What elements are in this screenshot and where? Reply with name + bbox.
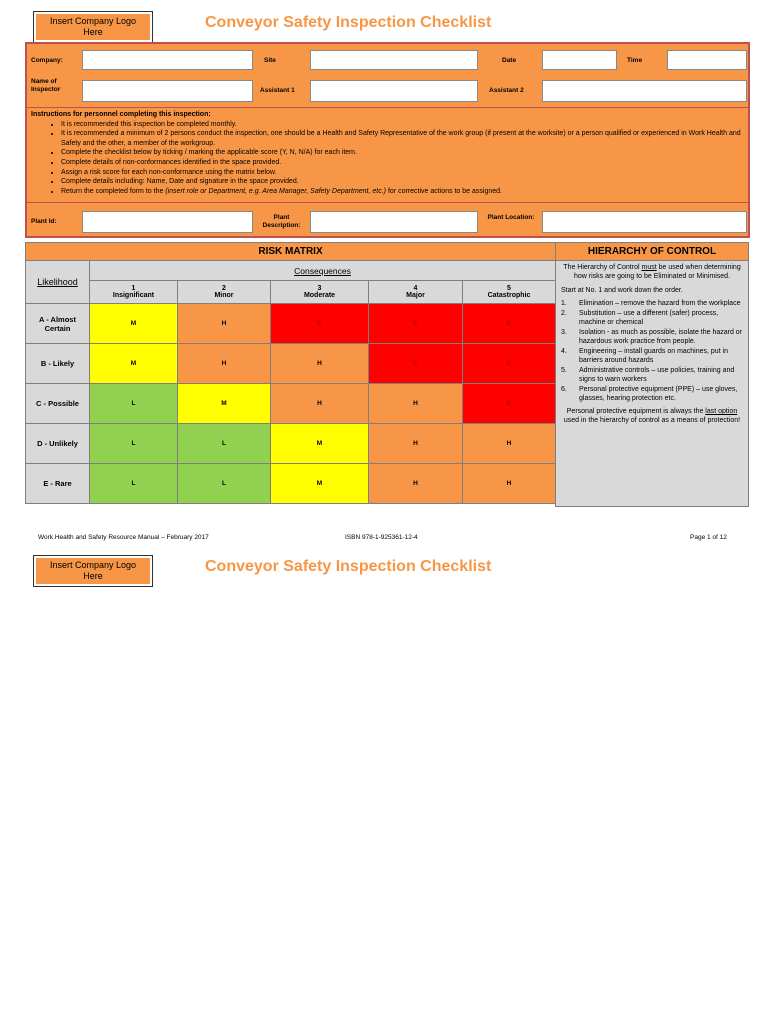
likelihood-label: D - Unlikely	[26, 424, 90, 464]
consequence-header: 3 Moderate	[271, 281, 369, 304]
risk-cell: M	[271, 424, 369, 464]
instruction-item: • Complete details of non-conformances identified in the space provided.	[61, 158, 748, 168]
instruction-item: • It is recommended this inspection be completed monthly.	[61, 120, 748, 130]
risk-cell: M	[271, 464, 369, 504]
instructions-box	[27, 107, 748, 203]
instructions-heading: Instructions for personnel completing this inspection:	[31, 111, 211, 118]
assistant1-field[interactable]	[310, 80, 478, 102]
logo-text: Insert Company Logo Here	[36, 14, 150, 40]
risk-cell: E	[369, 344, 463, 384]
date-label: Date	[502, 57, 517, 64]
assistant2-label: Assistant 2	[489, 87, 524, 94]
risk-cell: L	[178, 464, 271, 504]
risk-cell: H	[271, 384, 369, 424]
footer-isbn: ISBN 978-1-925361-12-4	[345, 534, 418, 541]
risk-cell: L	[178, 424, 271, 464]
company-logo-placeholder-2	[33, 555, 153, 587]
risk-cell: H	[369, 464, 463, 504]
site-field[interactable]	[310, 50, 478, 70]
instructions	[31, 110, 748, 196]
assistant2-field[interactable]	[542, 80, 747, 102]
page-title-2: Conveyor Safety Inspection Checklist	[205, 558, 492, 575]
risk-matrix-title: RISK MATRIX	[26, 243, 556, 261]
inspector-field[interactable]	[82, 80, 253, 102]
hierarchy-item: 4. Engineering – install guards on machines, put in barriers around hazards	[561, 348, 729, 364]
date-field[interactable]	[542, 50, 617, 70]
hierarchy-item: 6. Personal protective equipment (PPE) – use gloves, glasses, hearing protection etc.	[561, 386, 738, 402]
instructions-list	[31, 120, 748, 197]
risk-cell: H	[271, 344, 369, 384]
likelihood-header: Likelihood	[26, 261, 90, 304]
risk-row	[26, 344, 556, 384]
instruction-item: • It is recommended a minimum of 2 persons conduct the inspection, one should be a Health and Safety Representative of the work group (if present at the worksite) or a person qualified or experienced in Work Health and Safety and the other, a member of the workgroup.	[61, 129, 748, 148]
hierarchy-title: HIERARCHY OF CONTROL	[556, 243, 748, 261]
likelihood-label: C - Possible	[26, 384, 90, 424]
risk-cell: H	[178, 304, 271, 344]
footer-left: Work Health and Safety Resource Manual – February 2017	[38, 534, 209, 541]
likelihood-label: B - Likely	[26, 344, 90, 384]
plant-id-field[interactable]	[82, 211, 253, 233]
likelihood-label: E - Rare	[26, 464, 90, 504]
consequence-row	[26, 281, 556, 304]
risk-cell: H	[369, 424, 463, 464]
risk-cell: L	[90, 424, 178, 464]
risk-cell: E	[463, 344, 556, 384]
risk-row	[26, 384, 556, 424]
risk-cell: M	[90, 344, 178, 384]
hierarchy-item: 3. Isolation - as much as possible, isolate the hazard or hazardous work practice from people.	[561, 329, 743, 345]
risk-cell: H	[463, 424, 556, 464]
time-field[interactable]	[667, 50, 747, 70]
risk-cell: E	[271, 304, 369, 344]
hierarchy-item: 2. Substitution – use a different (safer) process, machine or chemical	[561, 310, 719, 326]
risk-cell: E	[369, 304, 463, 344]
risk-cell: M	[90, 304, 178, 344]
risk-cell: E	[463, 384, 556, 424]
assistant1-label: Assistant 1	[260, 87, 295, 94]
time-label: Time	[627, 57, 643, 64]
ppe-note: Personal protective equipment is always the last option used in the hierarchy of control as a means of protection!	[563, 408, 741, 424]
plant-id-label: Plant Id:	[31, 218, 57, 225]
consequence-header: 4 Major	[369, 281, 463, 304]
risk-matrix-body	[26, 304, 556, 504]
consequence-header: 1 Insignificant	[90, 281, 178, 304]
risk-cell: E	[463, 304, 556, 344]
hierarchy-list	[561, 299, 743, 403]
risk-cell: L	[90, 464, 178, 504]
consequences-header: Consequences	[90, 261, 556, 281]
risk-cell: L	[90, 384, 178, 424]
instruction-item: • Return the completed form to the (insert role or Department, e.g. Area Manager, Safety Department, etc.) for corrective actions to be assigned.	[61, 187, 748, 197]
hierarchy-intro: The Hierarchy of Control must be used when determining how risks are going to be Eliminated or Minimised.	[563, 264, 741, 280]
page-title: Conveyor Safety Inspection Checklist	[205, 14, 492, 31]
risk-cell: H	[178, 344, 271, 384]
risk-cell: H	[369, 384, 463, 424]
company-field[interactable]	[82, 50, 253, 70]
consequence-header: 5 Catastrophic	[463, 281, 556, 304]
logo-text: Insert Company Logo Here	[36, 558, 150, 584]
hierarchy-start: Start at No. 1 and work down the order.	[561, 287, 683, 294]
inspector-label: Name of Inspector	[31, 78, 61, 93]
consequence-header: 2 Minor	[178, 281, 271, 304]
hierarchy-of-control	[555, 242, 749, 507]
site-label: Site	[264, 57, 276, 64]
hierarchy-body	[556, 261, 748, 427]
plant-description-label: Plant Description:	[262, 214, 301, 229]
hierarchy-item: 5. Administrative controls – use policies, training and signs to warn workers	[561, 367, 735, 383]
instruction-item: • Complete details including: Name, Date and signature in the space provided.	[61, 177, 748, 187]
risk-row	[26, 424, 556, 464]
footer-page: Page 1 of 12	[690, 534, 727, 541]
risk-row	[26, 304, 556, 344]
risk-cell: M	[178, 384, 271, 424]
company-logo-placeholder	[33, 11, 153, 43]
likelihood-label: A - Almost Certain	[26, 304, 90, 344]
risk-row	[26, 464, 556, 504]
plant-description-field[interactable]	[310, 211, 478, 233]
plant-location-label: Plant Location:	[487, 214, 535, 221]
company-label: Company:	[31, 57, 63, 64]
hierarchy-item: 1. Elimination – remove the hazard from the workplace	[561, 300, 741, 307]
instruction-item: • Assign a risk score for each non-conformance using the matrix below.	[61, 168, 748, 178]
risk-matrix	[25, 242, 556, 504]
details-panel	[25, 42, 750, 238]
instruction-item: • Complete the checklist below by ticking / marking the applicable score (Y, N, N/A) for each item.	[61, 148, 748, 158]
risk-cell: H	[463, 464, 556, 504]
plant-location-field[interactable]	[542, 211, 747, 233]
